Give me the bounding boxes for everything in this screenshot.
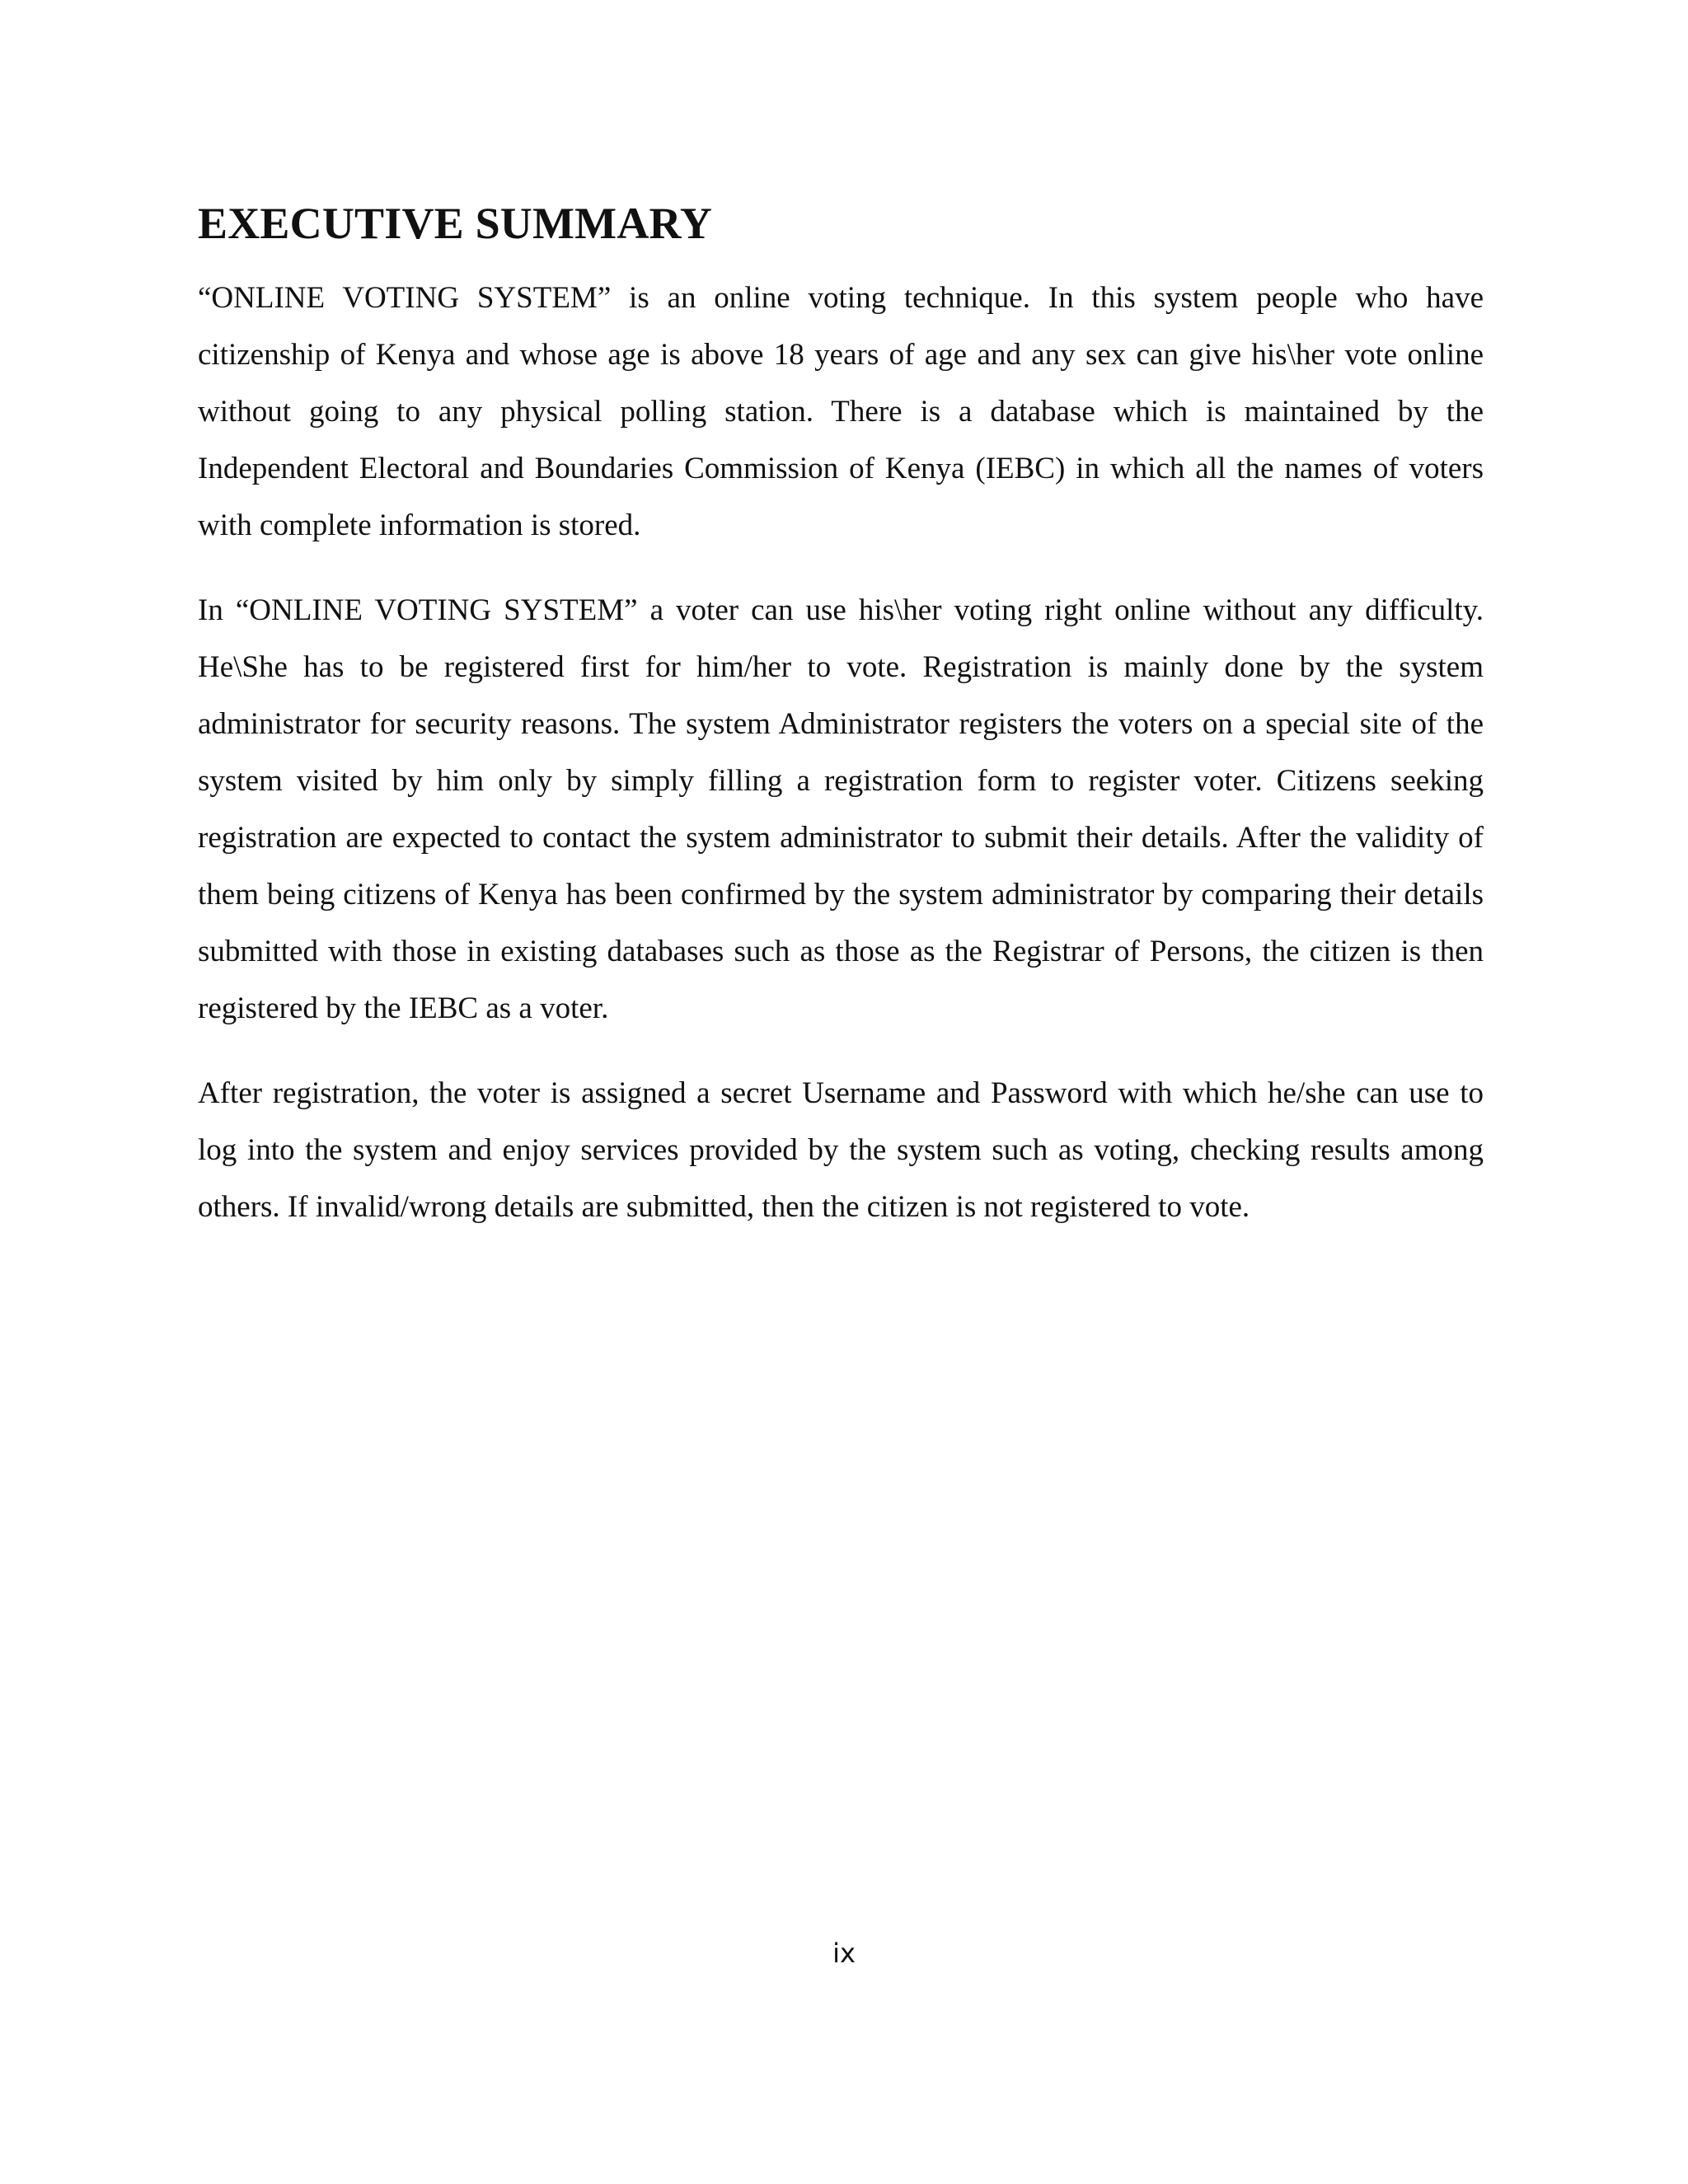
paragraph-1: “ONLINE VOTING SYSTEM” is an online voting technique. In this system people who have citizenship of Kenya and whose age is above 18 years of age and any sex can give his\her vote online without going to any physical polling station. There is a database which is maintained by the Independent Electoral and Boundaries Commission of Kenya (IEBC) in which all the names of voters with complete information is stored.: [198, 281, 1484, 542]
paragraph-3: After registration, the voter is assigned a secret Username and Password with which he/she can use to log into the system and enjoy services provided by the system such as voting, checking results among others. If invalid/wrong details are submitted, then the citizen is not registered to vote.: [198, 1076, 1484, 1224]
section-heading: EXECUTIVE SUMMARY: [198, 199, 713, 248]
paragraph-2: In “ONLINE VOTING SYSTEM” a voter can use his\her voting right online without any difficulty. He\She has to be registered first for him/her to vote. Registration is mainly done by the system administrator for security reasons. The system Administrator registers the voters on a special site of the system visited by him only by simply filling a registration form to register voter. Citizens seeking registration are expected to contact the system administrator to submit their details. After the validity of them being citizens of Kenya has been confirmed by the system administrator by comparing their details submitted with those in existing databases such as those as the Registrar of Persons, the citizen is then registered by the IEBC as a voter.: [198, 593, 1484, 1025]
page-content: [198, 194, 1484, 1263]
page-number: ix: [832, 1938, 856, 1969]
